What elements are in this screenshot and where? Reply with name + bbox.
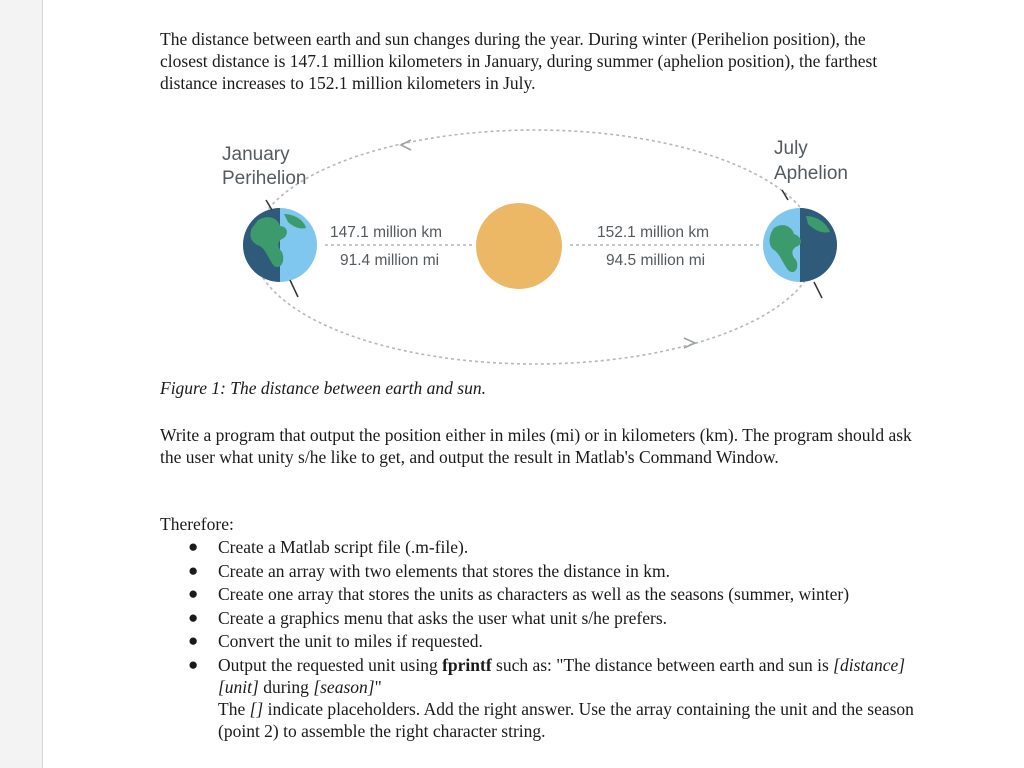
list-item	[160, 560, 920, 582]
bullet-icon: ●	[188, 631, 199, 650]
list-item-text: The	[218, 698, 250, 719]
distance-placeholder: [distance]	[833, 654, 906, 675]
list-item: ● Output the requested unit using fprintf such as: "The distance between earth and sun is [distance] [unit] during [season]" The [] indicate placeholders. Add the right answer. Use the array containing the unit and the season (point 2) to assemble the right character string.	[188, 654, 914, 741]
bullet-icon: ●	[188, 584, 199, 603]
document-left-margin	[0, 0, 43, 768]
list-item-text: such as: "The distance between earth and sun is	[491, 654, 834, 675]
season-placeholder: [season]	[313, 676, 375, 697]
list-item	[160, 583, 920, 605]
january-label: January	[222, 144, 290, 165]
list-item-text: Create a Matlab script file (.m-file).	[218, 537, 469, 557]
list-item-text: Create one array that stores the units as characters as well as the seasons (summer, winter)	[218, 584, 850, 604]
earth-january-icon	[243, 200, 317, 297]
july-label: July	[774, 138, 808, 159]
therefore-heading: Therefore:	[160, 514, 234, 534]
list-item	[160, 607, 920, 629]
perihelion-km-label: 147.1 million km	[330, 224, 442, 241]
earth-july-icon	[763, 190, 837, 298]
list-item-text: Convert the unit to miles if requested.	[218, 631, 483, 651]
orbit-path	[253, 130, 817, 364]
requirements-list	[160, 536, 920, 743]
placeholder-brackets: []	[249, 698, 264, 719]
list-item-text: Create a graphics menu that asks the user what unit s/he prefers.	[218, 607, 668, 628]
bullet-icon: ●	[188, 607, 199, 627]
aphelion-km-label: 152.1 million km	[597, 224, 709, 241]
aphelion-mi-label: 94.5 million mi	[606, 252, 706, 269]
sun-icon	[476, 203, 562, 289]
orbit-arrow-top-icon	[401, 140, 411, 150]
list-item	[160, 536, 920, 558]
list-item-text: Create an array with two elements that stores the distance in km.	[218, 560, 670, 581]
intro-paragraph: The distance between earth and sun changes during the year. During winter (Perihelion position), the closest distance is 147.1 million kilometers in January, during summer (aphelion position), the farthest distance increases to 152.1 million kilometers in July.	[160, 29, 878, 93]
aphelion-label: Aphelion	[774, 163, 848, 184]
figure-caption: Figure 1: The distance between earth and sun.	[160, 378, 486, 398]
list-item-text: Output the requested unit using	[218, 654, 443, 675]
fprintf-keyword: fprintf	[442, 654, 492, 675]
unit-placeholder: [unit]	[218, 676, 259, 697]
perihelion-mi-label: 91.4 million mi	[340, 252, 440, 269]
list-item-text: during	[258, 676, 314, 697]
task-paragraph: Write a program that output the position either in miles (mi) or in kilometers (km). The program should ask the user what unity s/he like to get, and output the result in Matlab's Command Window.	[160, 425, 912, 467]
list-item-text: indicate placeholders. Add the right answer. Use the array containing the unit and the season (point 2) to assemble the right character string.	[218, 698, 914, 741]
orbit-arrow-bottom-icon	[684, 338, 695, 348]
bullet-icon: ●	[188, 537, 199, 556]
list-item	[160, 630, 920, 652]
perihelion-label: Perihelion	[222, 168, 307, 189]
bullet-icon: ●	[188, 654, 199, 674]
bullet-icon: ●	[188, 560, 199, 580]
